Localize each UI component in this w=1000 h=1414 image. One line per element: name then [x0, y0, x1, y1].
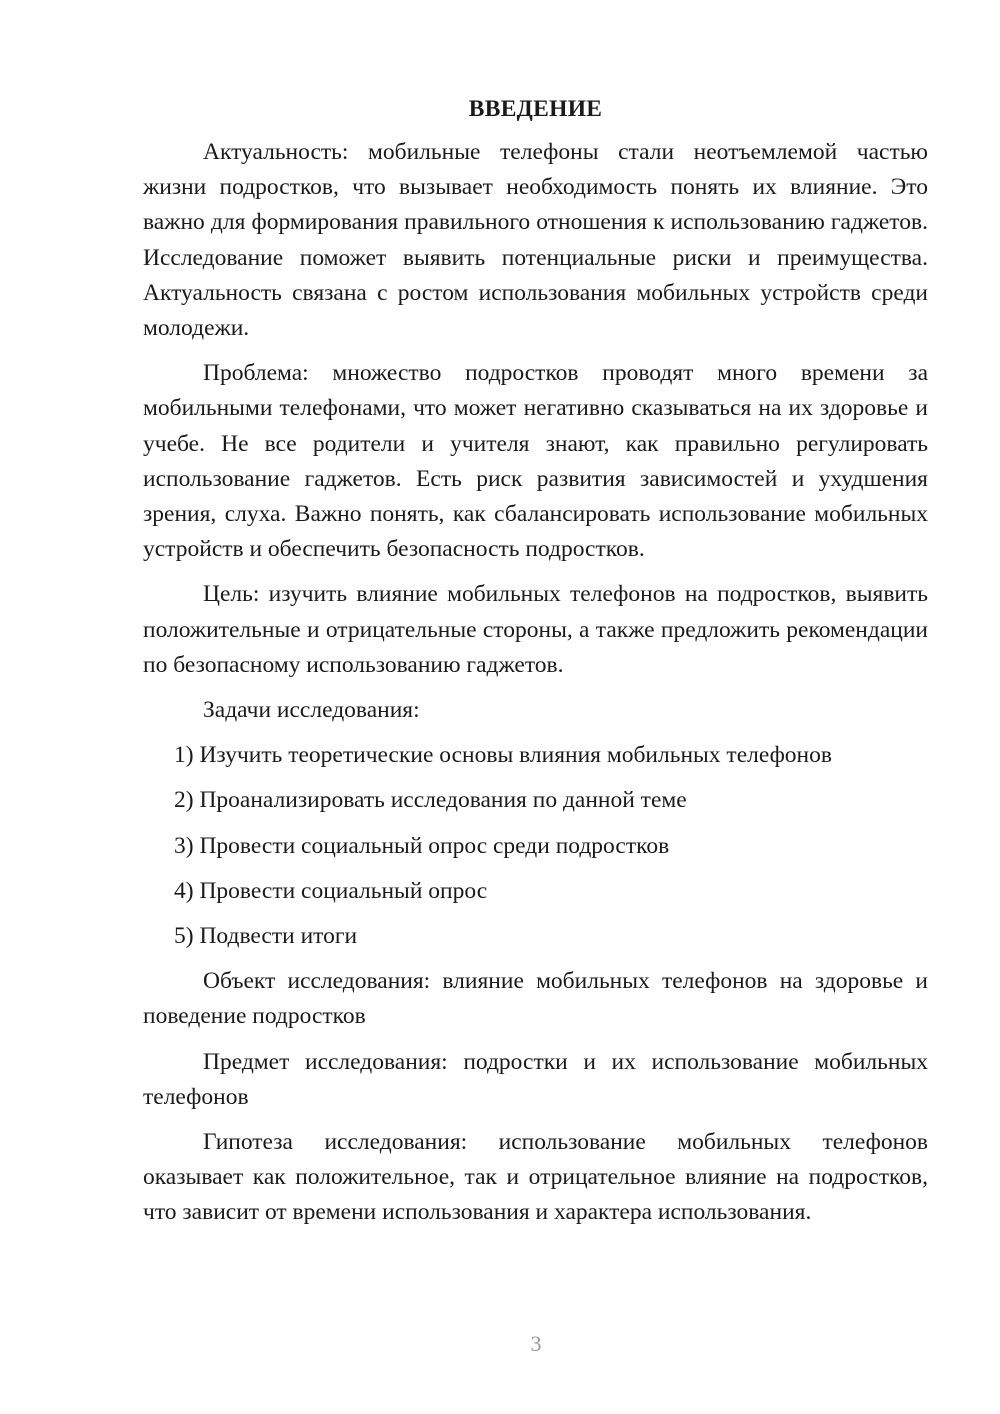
list-item: 1) Изучить теоретические основы влияния мобильных телефонов	[174, 742, 832, 769]
hypothesis-paragraph: Гипотеза исследования: использование мобильных телефонов оказывает как положительное, так и отрицательное влияние на подростков, что зависит от времени использования и характера использования.	[143, 1129, 928, 1226]
goal-paragraph: Цель: изучить влияние мобильных телефонов на подростков, выявить положительные и отрицательные стороны, а также предложить рекомендации по безопасному использованию гаджетов.	[143, 581, 928, 678]
list-item: 2) Проанализировать исследования по данной теме	[174, 787, 687, 814]
problem-paragraph: Проблема: множество подростков проводят много времени за мобильными телефонами, что может негативно сказываться на их здоровье и учебе. Не все родители и учителя знают, как правильно регулировать использование гаджетов. Есть риск развития зависимостей и ухудшения зрения, слуха. Важно понять, как сбалансировать использование мобильных устройств и обеспечить безопасность подростков.	[143, 360, 928, 563]
page-number: 3	[530, 1331, 542, 1356]
list-item: 4) Провести социальный опрос	[174, 877, 488, 904]
list-item: 3) Провести социальный опрос среди подростков	[174, 832, 670, 859]
relevance-paragraph: Актуальность: мобильные телефоны стали неотъемлемой частью жизни подростков, что вызывает необходимость понять их влияние. Это важно для формирования правильного отношения к использованию гаджетов. Исследование поможет выявить потенциальные риски и преимущества. Актуальность связана с ростом использования мобильных устройств среди молодежи.	[143, 139, 928, 342]
section-heading: ВВЕДЕНИЕ	[468, 96, 603, 122]
tasks-list	[143, 738, 928, 954]
object-paragraph: Объект исследования: влияние мобильных телефонов на здоровье и поведение подростков	[143, 968, 928, 1030]
list-item: 5) Подвести итоги	[174, 923, 358, 950]
page-content	[143, 92, 928, 1241]
subject-paragraph: Предмет исследования: подростки и их использование мобильных телефонов	[143, 1048, 928, 1110]
tasks-heading: Задачи исследования:	[203, 697, 420, 724]
